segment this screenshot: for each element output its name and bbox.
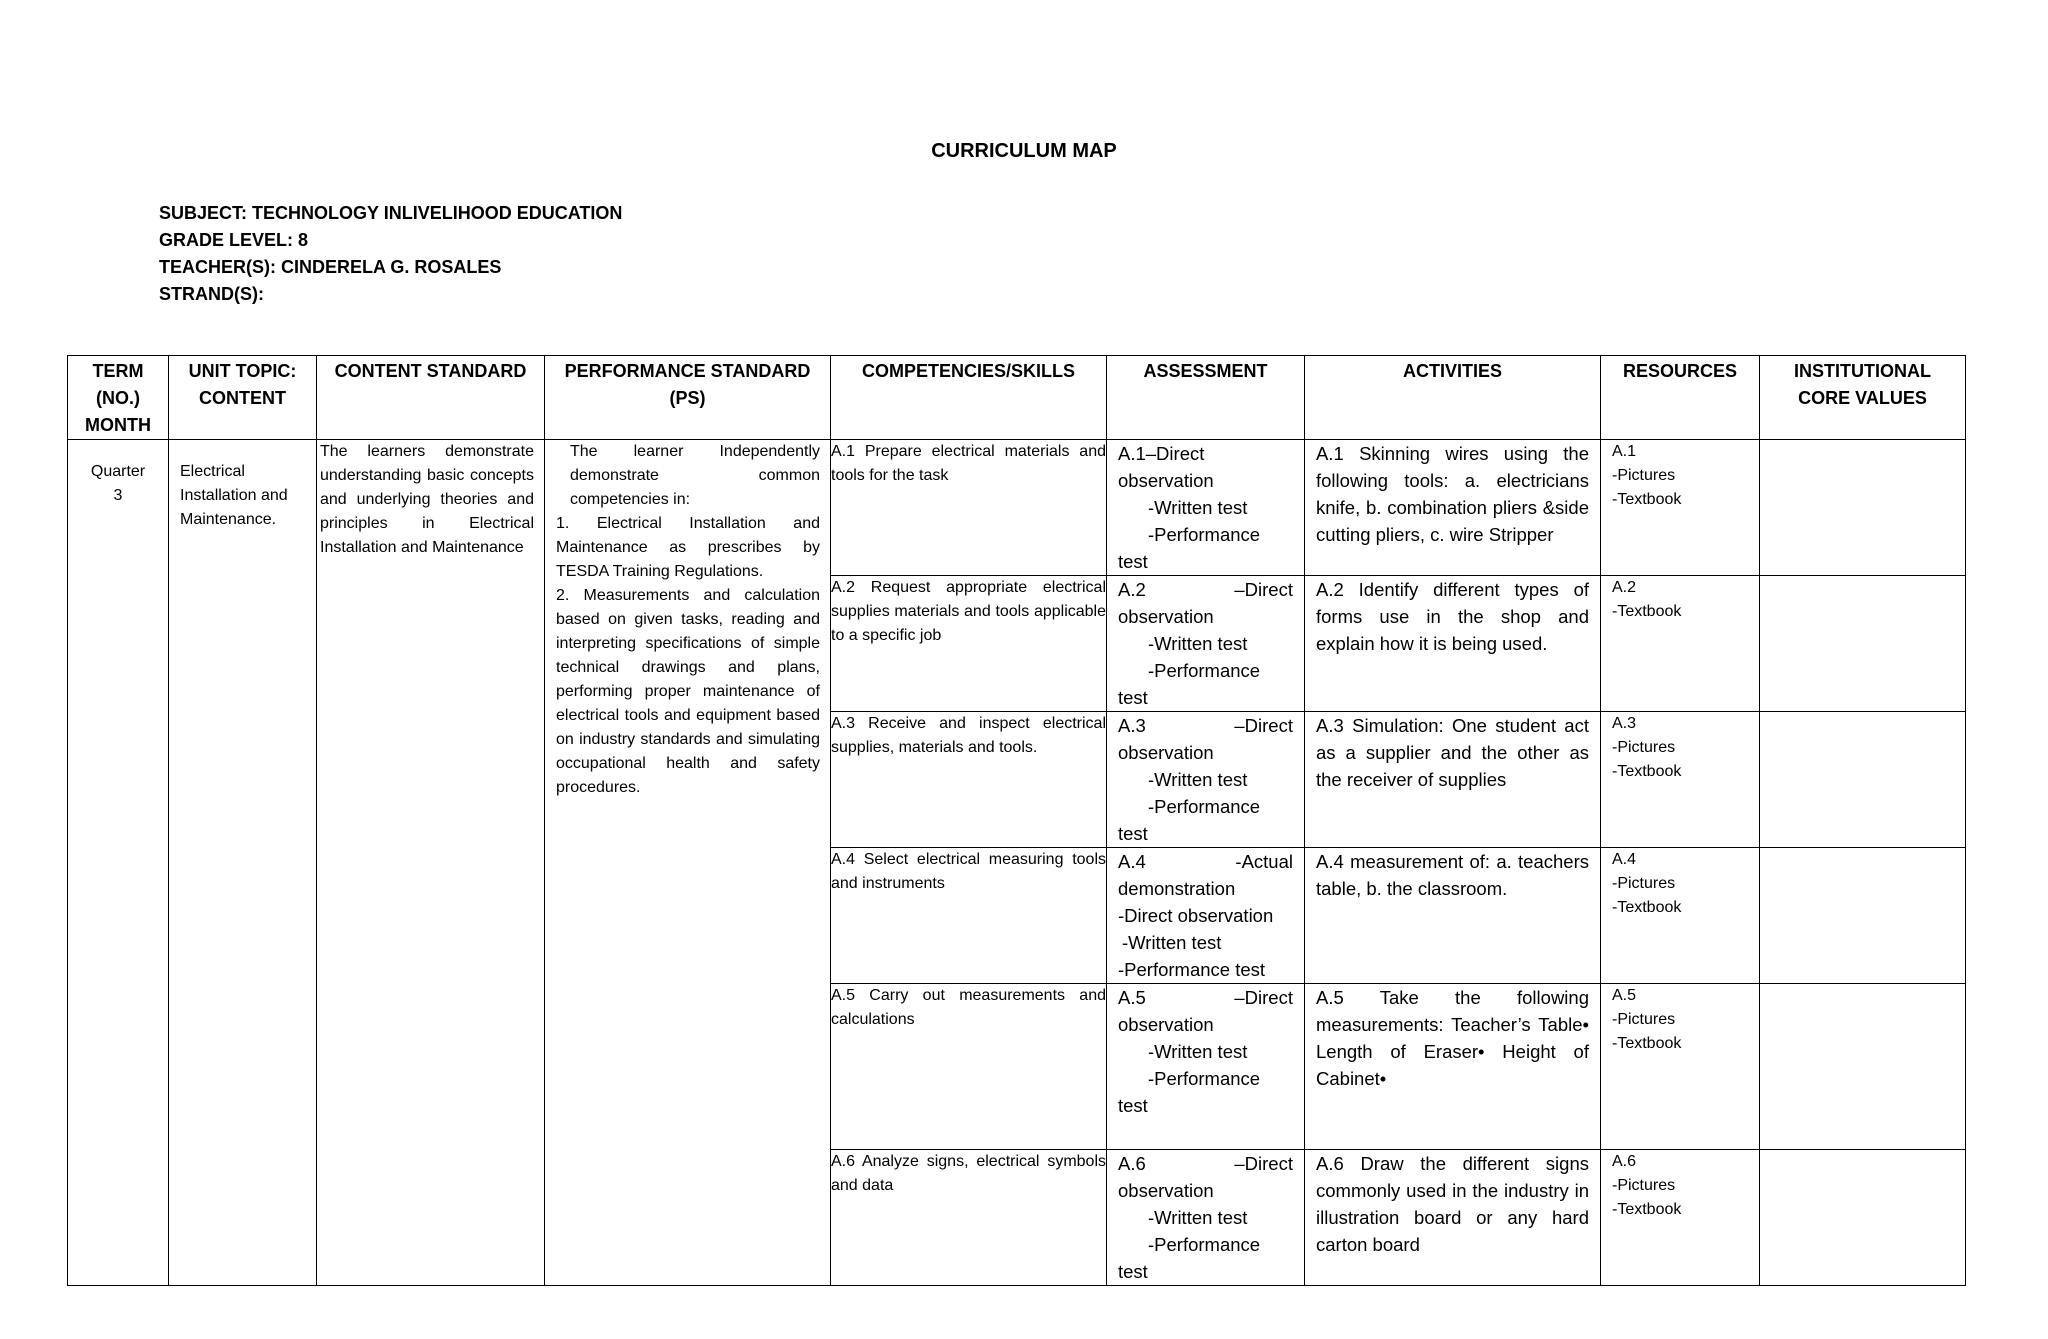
activity-cell-a4: A.4 measurement of: a. teachers table, b. the classroom. (1305, 848, 1601, 984)
ps-item-1: 1. Electrical Installation and Maintenance as prescribes by TESDA Training Regulations. (556, 515, 820, 580)
curriculum-map-table (67, 355, 1966, 1286)
header-term: TERM (NO.) MONTH (68, 356, 169, 440)
ps-item-2: 2. Measurements and calculation based on given tasks, reading and interpreting specifications of simple technical drawings and plans, performing proper maintenance of electrical tools and equipment based on industry standards and simulating occupational health and safety procedures. (556, 587, 820, 796)
activity-cell-a2: A.2 Identify different types of forms use in the shop and explain how it is being used. (1305, 576, 1601, 712)
header-content-standard: CONTENT STANDARD (317, 356, 545, 440)
activity-cell-a3: A.3 Simulation: One student act as a supplier and the other as the receiver of supplies (1305, 712, 1601, 848)
assessment-cell-a5: A.5 –Direct observation -Written test -Performance test (1107, 984, 1305, 1150)
subject-line: SUBJECT: TECHNOLOGY INLIVELIHOOD EDUCATION (159, 203, 623, 223)
core-values-cell-a6 (1760, 1150, 1966, 1286)
competency-cell-a1: A.1 Prepare electrical materials and tools for the task (831, 440, 1107, 576)
resources-cell-a4: A.4 -Pictures -Textbook (1601, 848, 1760, 984)
content-standard-cell: The learners demonstrate understanding basic concepts and underlying theories and principles in Electrical Installation and Maintenance (317, 440, 545, 1286)
competency-cell-a5: A.5 Carry out measurements and calculations (831, 984, 1107, 1150)
header-unit-topic: UNIT TOPIC: CONTENT (169, 356, 317, 440)
assessment-cell-a1: A.1–Direct observation -Written test -Performance test (1107, 440, 1305, 576)
core-values-cell-a1 (1760, 440, 1966, 576)
resources-cell-a5: A.5 -Pictures -Textbook (1601, 984, 1760, 1150)
performance-standard-cell (545, 440, 831, 1286)
core-values-cell-a2 (1760, 576, 1966, 712)
strand-line: STRAND(S): (159, 284, 264, 304)
resources-cell-a2: A.2 -Textbook (1601, 576, 1760, 712)
header-core-values: INSTITUTIONAL CORE VALUES (1760, 356, 1966, 440)
grade-level-line: GRADE LEVEL: 8 (159, 230, 309, 250)
unit-topic-cell: Electrical Installation and Maintenance. (169, 440, 317, 1286)
competency-cell-a3: A.3 Receive and inspect electrical supplies, materials and tools. (831, 712, 1107, 848)
assessment-cell-a4: A.4 -Actual demonstration -Direct observation -Written test -Performance test (1107, 848, 1305, 984)
teacher-line: TEACHER(S): CINDERELA G. ROSALES (159, 257, 502, 277)
assessment-cell-a3: A.3 –Direct observation -Written test -Performance test (1107, 712, 1305, 848)
assessment-cell-a6: A.6 –Direct observation -Written test -Performance test (1107, 1150, 1305, 1286)
header-performance-standard: PERFORMANCE STANDARD (PS) (545, 356, 831, 440)
header-activities: ACTIVITIES (1305, 356, 1601, 440)
core-values-cell-a3 (1760, 712, 1966, 848)
header-competencies: COMPETENCIES/SKILLS (831, 356, 1107, 440)
competency-cell-a6: A.6 Analyze signs, electrical symbols and data (831, 1150, 1107, 1286)
term-cell: Quarter 3 (68, 440, 169, 1286)
core-values-cell-a5 (1760, 984, 1966, 1150)
resources-cell-a1: A.1 -Pictures -Textbook (1601, 440, 1760, 576)
resources-cell-a6: A.6 -Pictures -Textbook (1601, 1150, 1760, 1286)
table-row (68, 440, 1966, 576)
assessment-cell-a2: A.2 –Direct observation -Written test -Performance test (1107, 576, 1305, 712)
activity-cell-a6: A.6 Draw the different signs commonly used in the industry in illustration board or any hard carton board (1305, 1150, 1601, 1286)
document-meta (159, 200, 622, 308)
resources-cell-a3: A.3 -Pictures -Textbook (1601, 712, 1760, 848)
header-resources: RESOURCES (1601, 356, 1760, 440)
document-title: CURRICULUM MAP (931, 140, 1117, 162)
activity-cell-a1: A.1 Skinning wires using the following tools: a. electricians knife, b. combination pliers &side cutting pliers, c. wire Stripper (1305, 440, 1601, 576)
competency-cell-a2: A.2 Request appropriate electrical supplies materials and tools applicable to a specific job (831, 576, 1107, 712)
ps-intro: The learner Independently demonstrate common competencies in: (570, 443, 820, 508)
core-values-cell-a4 (1760, 848, 1966, 984)
competency-cell-a4: A.4 Select electrical measuring tools and instruments (831, 848, 1107, 984)
activity-cell-a5: A.5 Take the following measurements: Teacher’s Table• Length of Eraser• Height of Cabinet• (1305, 984, 1601, 1150)
header-assessment: ASSESSMENT (1107, 356, 1305, 440)
header-row (68, 356, 1966, 440)
